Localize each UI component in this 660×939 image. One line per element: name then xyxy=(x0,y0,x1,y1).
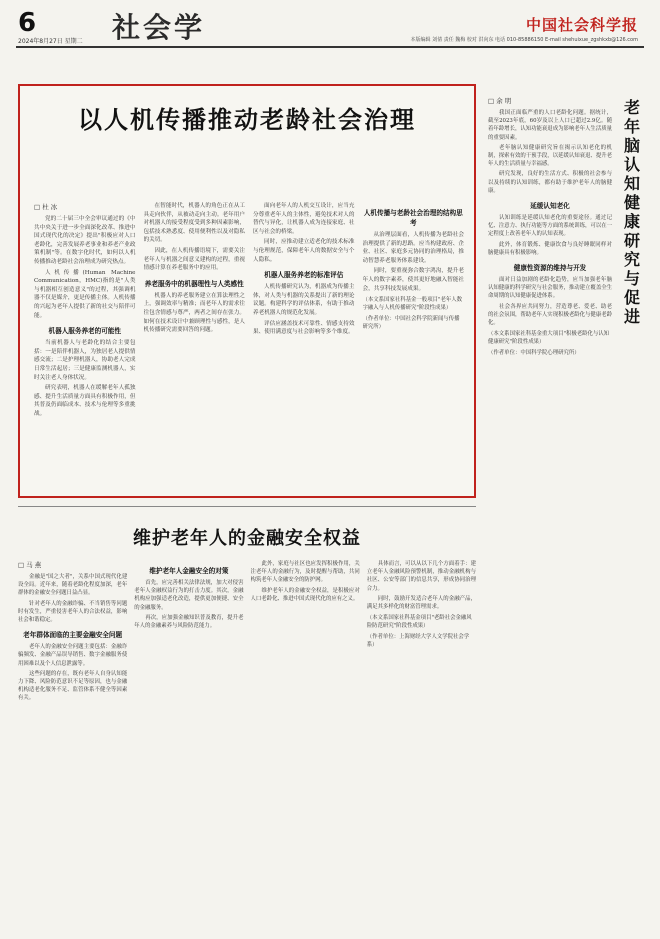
paragraph: 同时，应推动建立适老化的技术标准与伦理规范，保障老年人的数据安全与个人隐私。 xyxy=(253,239,355,263)
subheading: 养老服务中的机器理性与人类感性 xyxy=(144,279,244,288)
section-divider xyxy=(18,506,476,507)
paragraph: 此外，家庭与社区也应发挥积极作用，关注老年人的金融行为，及时提醒与帮助，共同构筑老年人金融安全的防护网。 xyxy=(250,561,360,584)
page-number: 6 xyxy=(18,8,37,38)
paragraph: 针对老年人的金融诈骗、不当销售等问题时有发生，严重侵害老年人的合法权益，影响社会和谐稳定。 xyxy=(18,600,128,624)
paragraph: 当前机器人与老龄化的结合主要包括：一是陪伴机器人，为独居老人提供情感交流；二是护理机器人，协助老人完成日常生活起居；三是健康监测机器人，实时关注老人身体状况。 xyxy=(34,340,136,381)
masthead-rule xyxy=(16,46,644,48)
issue-date: 2024年8月27日 星期二 xyxy=(18,38,83,45)
main-story-columns xyxy=(34,202,464,492)
right-headline[interactable]: 老年脑认知健康研究与促进 xyxy=(623,98,640,326)
paragraph: 因此，在人机传播语境下，需要关注老年人与机器之间意义建构的过程，重视情感计算在养老服务中的应用。 xyxy=(143,247,245,272)
subheading: 机器人服务养老的标准评估 xyxy=(264,271,344,280)
subheading: 健康性资源的维持与开发 xyxy=(513,264,587,273)
main-col-4 xyxy=(363,202,465,492)
paragraph: 机器人的养老服务建立在算法理性之上，强调效率与精准；而老年人的需求往往包含情感与尊严，两者之间存在张力。如何在技术设计中兼顾理性与感性，是人机传播研究需要回答的问题。 xyxy=(143,292,245,334)
paragraph: 同时，要重视弥合数字鸿沟，提升老年人的数字素养，使其更好地融入智能社会，共享科技发展成果。 xyxy=(362,268,464,292)
funding-note: （本文系国家社科基金项目"老龄社会金融风险防范研究"阶段性成果） xyxy=(366,615,472,630)
right-story-body xyxy=(488,96,612,357)
main-col-1 xyxy=(34,202,136,492)
paragraph: 人机传播研究认为，机器成为传播主体，对人类与机器的关系提出了新的理论议题。构建科学的评估体系，有助于推动养老机器人的规范化发展。 xyxy=(253,284,355,316)
paragraph: 从治理层面看，人机传播为老龄社会治理提供了新的思路。应当构建政府、企业、社区、家庭多元协同的治理格局，推动智慧养老服务体系建设。 xyxy=(362,232,464,264)
paragraph: 研究发现，良好的生活方式、积极的社会参与以及持续的认知训练，都有助于维护老年人的脑健康。 xyxy=(488,171,612,194)
paragraph: 首先，应完善相关法律法规，加大对侵害老年人金融权益行为的打击力度。其次，金融机构应加强适老化改造，提供更加便捷、安全的金融服务。 xyxy=(134,580,244,611)
bottom-author: □ 马 燕 xyxy=(18,561,42,569)
section-title: 社会学 xyxy=(112,11,206,44)
bottom-headline[interactable]: 维护老年人的金融安全权益 xyxy=(133,528,361,549)
paragraph: 党的二十届三中全会审议通过的《中共中央关于进一步全面深化改革、推进中国式现代化的决定》提出"积极应对人口老龄化，完善发展养老事业和养老产业政策机制"等。在数字化时代，如何以人机传播推动老龄社会治理成为研究热点。 xyxy=(34,216,136,265)
paragraph: 评估应涵盖技术可靠性、情感支持效果、使用满意度与社会影响等多个维度。 xyxy=(253,320,355,336)
paragraph: 社会各界应共同努力，营造尊老、爱老、助老的社会氛围，帮助老年人实现积极老龄化与健康老龄化。 xyxy=(488,303,612,327)
paragraph: 老年人的金融安全问题主要包括：金融诈骗频发、金融产品误导销售、数字金融服务使用困难以及个人信息泄露等。 xyxy=(18,644,128,667)
affiliation: （作者单位：中国科学院心理研究所） xyxy=(488,350,580,357)
main-headline[interactable]: 以人机传播推动老龄社会治理 xyxy=(78,106,416,134)
subheading: 机器人服务养老的可能性 xyxy=(48,327,122,336)
right-author: □ 余 明 xyxy=(488,97,512,105)
affiliation: （作者单位：上海财经大学人文学院社会学系） xyxy=(366,634,470,649)
editor-line: 本版编辑 刘倩 责任 魏梅 校对 洪向东 电话 010-85886150 E-mail shehuixue_zgshkxb@126.com xyxy=(410,37,638,43)
paragraph: 具体而言，可以从以下几个方面着手：建立老年人金融风险预警机制，推动金融机构与社区、公安等部门的信息共享，形成协同治理合力。 xyxy=(366,561,476,592)
masthead xyxy=(16,6,644,44)
paragraph: 此外，体育锻炼、健康饮食与良好睡眠同样对脑健康具有积极影响。 xyxy=(488,241,612,256)
paragraph: 我国正面临严重的人口老龄化问题。据统计，截至2023年底，60岁及以上人口已超过2.9亿。随着年龄增长，认知功能衰退成为影响老年人生活质量的重要因素。 xyxy=(488,110,612,141)
funding-note: （本文系国家社科基金一般项目"老年人数字融入与人机传播研究"阶段性成果） xyxy=(362,297,463,312)
main-story[interactable] xyxy=(18,84,476,498)
bottom-col-3 xyxy=(251,560,360,926)
paragraph: 在智能时代，机器人的角色正在从工具走向伙伴，从被动走向主动。老年用户对机器人的接受程度受到多种因素影响，包括技术熟悉度、使用便利性以及对隐私的关切。 xyxy=(143,203,245,244)
paragraph: 老年脑认知健康研究旨在揭示认知老化的机制，探索有效的干预手段，以延缓认知衰退、提升老年人的生活质量与幸福感。 xyxy=(488,144,612,168)
paragraph: 人机传播(Human Machine Communication，HMC)指的是"人类与机器相互创造意义"的过程，其强调机器不仅是媒介，更是传播主体。人机传播的兴起为老年人提供了新的社交与陪伴可能。 xyxy=(34,269,136,319)
paragraph: 认知训练是延缓认知老化的重要途径。通过记忆、注意力、执行功能等方面的系统训练，可以在一定程度上改善老年人的认知表现。 xyxy=(488,215,612,238)
paragraph: 面对日益加剧的老龄化趋势，应当加强老年脑认知健康的科学研究与社会服务，推动建立覆盖全生命周期的认知健康促进体系。 xyxy=(488,277,612,300)
paragraph: 金融是"国之大者"，关系中国式现代化建设全局。近年来，随着老龄化程度加深，老年群体的金融安全问题日益凸显。 xyxy=(18,574,128,597)
funding-note: （本文系国家社科基金重大项目"积极老龄化与认知健康研究"阶段性成果） xyxy=(488,331,610,346)
right-story[interactable] xyxy=(488,88,644,928)
subheading: 延缓认知老化 xyxy=(530,202,570,211)
bottom-story[interactable] xyxy=(18,560,476,926)
paragraph: 维护老年人的金融安全权益，是积极应对人口老龄化、推进中国式现代化的应有之义。 xyxy=(250,587,360,602)
paragraph: 研究表明，机器人在缓解老年人孤独感、提升生活质量方面具有积极作用，但其普及仍面临成本、技术与伦理等多重挑战。 xyxy=(34,385,136,417)
paragraph: 再次，应加强金融知识普及教育，提升老年人的金融素养与风险防范能力。 xyxy=(134,614,244,630)
main-col-2 xyxy=(144,202,246,492)
bottom-col-1 xyxy=(18,560,127,926)
paper-name: 中国社会科学报 xyxy=(525,16,638,34)
paragraph: 面向老年人的人机交互设计，应当充分尊重老年人的主体性，避免技术对人的替代与异化，让机器人成为连接家庭、社区与社会的桥梁。 xyxy=(253,203,355,235)
paragraph: 同时，鼓励开发适合老年人的金融产品，满足其多样化的财富管理需求。 xyxy=(366,595,476,611)
bottom-col-2 xyxy=(134,560,243,926)
subheading: 人机传播与老龄社会治理的结构思考 xyxy=(363,209,463,227)
subheading: 维护老年人金融安全的对策 xyxy=(149,567,229,575)
bottom-col-4 xyxy=(367,560,476,926)
paragraph: 这些问题的存在，既有老年人自身认知能力下降、风险防范意识不足等原因，也与金融机构适老化服务不足、监管体系不健全等因素有关。 xyxy=(18,670,128,702)
affiliation: （作者单位：中国社会科学院新闻与传播研究所） xyxy=(362,316,460,331)
main-author: □ 杜 冰 xyxy=(34,203,58,211)
main-col-3 xyxy=(253,202,355,492)
subheading: 老年群体面临的主要金融安全问题 xyxy=(23,631,123,640)
